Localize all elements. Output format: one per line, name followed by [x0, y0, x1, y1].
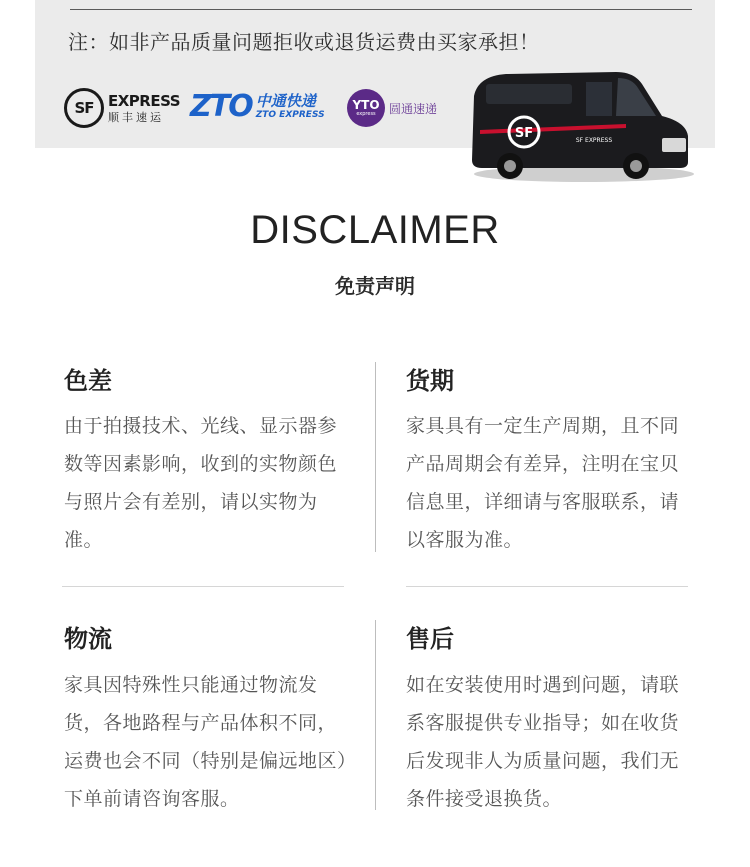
column-divider-bottom — [375, 620, 376, 810]
yto-express-logo — [347, 89, 437, 127]
section-heading-logistics: 物流 — [64, 625, 112, 653]
sf-logo-cn: 顺丰速运 — [108, 110, 164, 124]
zto-logo-en: ZTO EXPRESS — [255, 110, 325, 120]
section-body-after-sales: 如在安装使用时遇到问题，请联系客服提供专业指导；如在收货后发现非人为质量问题，我们无条件接受退换货。 — [406, 674, 680, 810]
column-divider-top — [375, 362, 376, 552]
zto-express-logo — [190, 89, 325, 124]
van-side-text: SF EXPRESS — [575, 137, 613, 144]
page-title: DISCLAIMER — [250, 208, 500, 252]
section-heading-after-sales: 售后 — [406, 625, 454, 653]
shipping-notice-text: 注：如非产品质量问题拒收或退货运费由买家承担！ — [68, 30, 540, 54]
row-divider-left — [62, 586, 344, 587]
van-badge-text: SF — [514, 126, 534, 141]
section-heading-color-difference: 色差 — [64, 367, 112, 395]
section-body-logistics: 家具因特殊性只能通过物流发货，各地路程与产品体积不同，运费也会不同（特别是偏远地区）下单前请咨询客服。 — [64, 674, 348, 810]
row-divider-right — [406, 586, 688, 587]
page-subtitle: 免责声明 — [335, 274, 415, 298]
yto-mark: YTO — [352, 98, 380, 112]
van-icon — [466, 66, 696, 186]
sf-badge-icon: SF — [64, 88, 104, 128]
delivery-van-image — [466, 66, 696, 190]
yto-sub: express — [356, 111, 376, 117]
yto-logo-cn: 圆通速递 — [389, 101, 438, 116]
zto-mark: ZTO — [190, 89, 252, 124]
section-heading-delivery-time: 货期 — [406, 367, 454, 395]
sf-express-logo — [64, 88, 180, 128]
yto-badge-icon — [347, 89, 385, 127]
top-divider — [70, 9, 692, 10]
zto-logo-cn: 中通快递 — [255, 92, 316, 110]
section-body-color-difference: 由于拍摄技术、光线、显示器参数等因素影响，收到的实物颜色与照片会有差别，请以实物为准。 — [64, 415, 338, 551]
section-body-delivery-time: 家具具有一定生产周期，且不同产品周期会有差异，注明在宝贝信息里，详细请与客服联系，请以客服为准。 — [406, 415, 680, 551]
sf-logo-en: EXPRESS — [108, 91, 181, 110]
